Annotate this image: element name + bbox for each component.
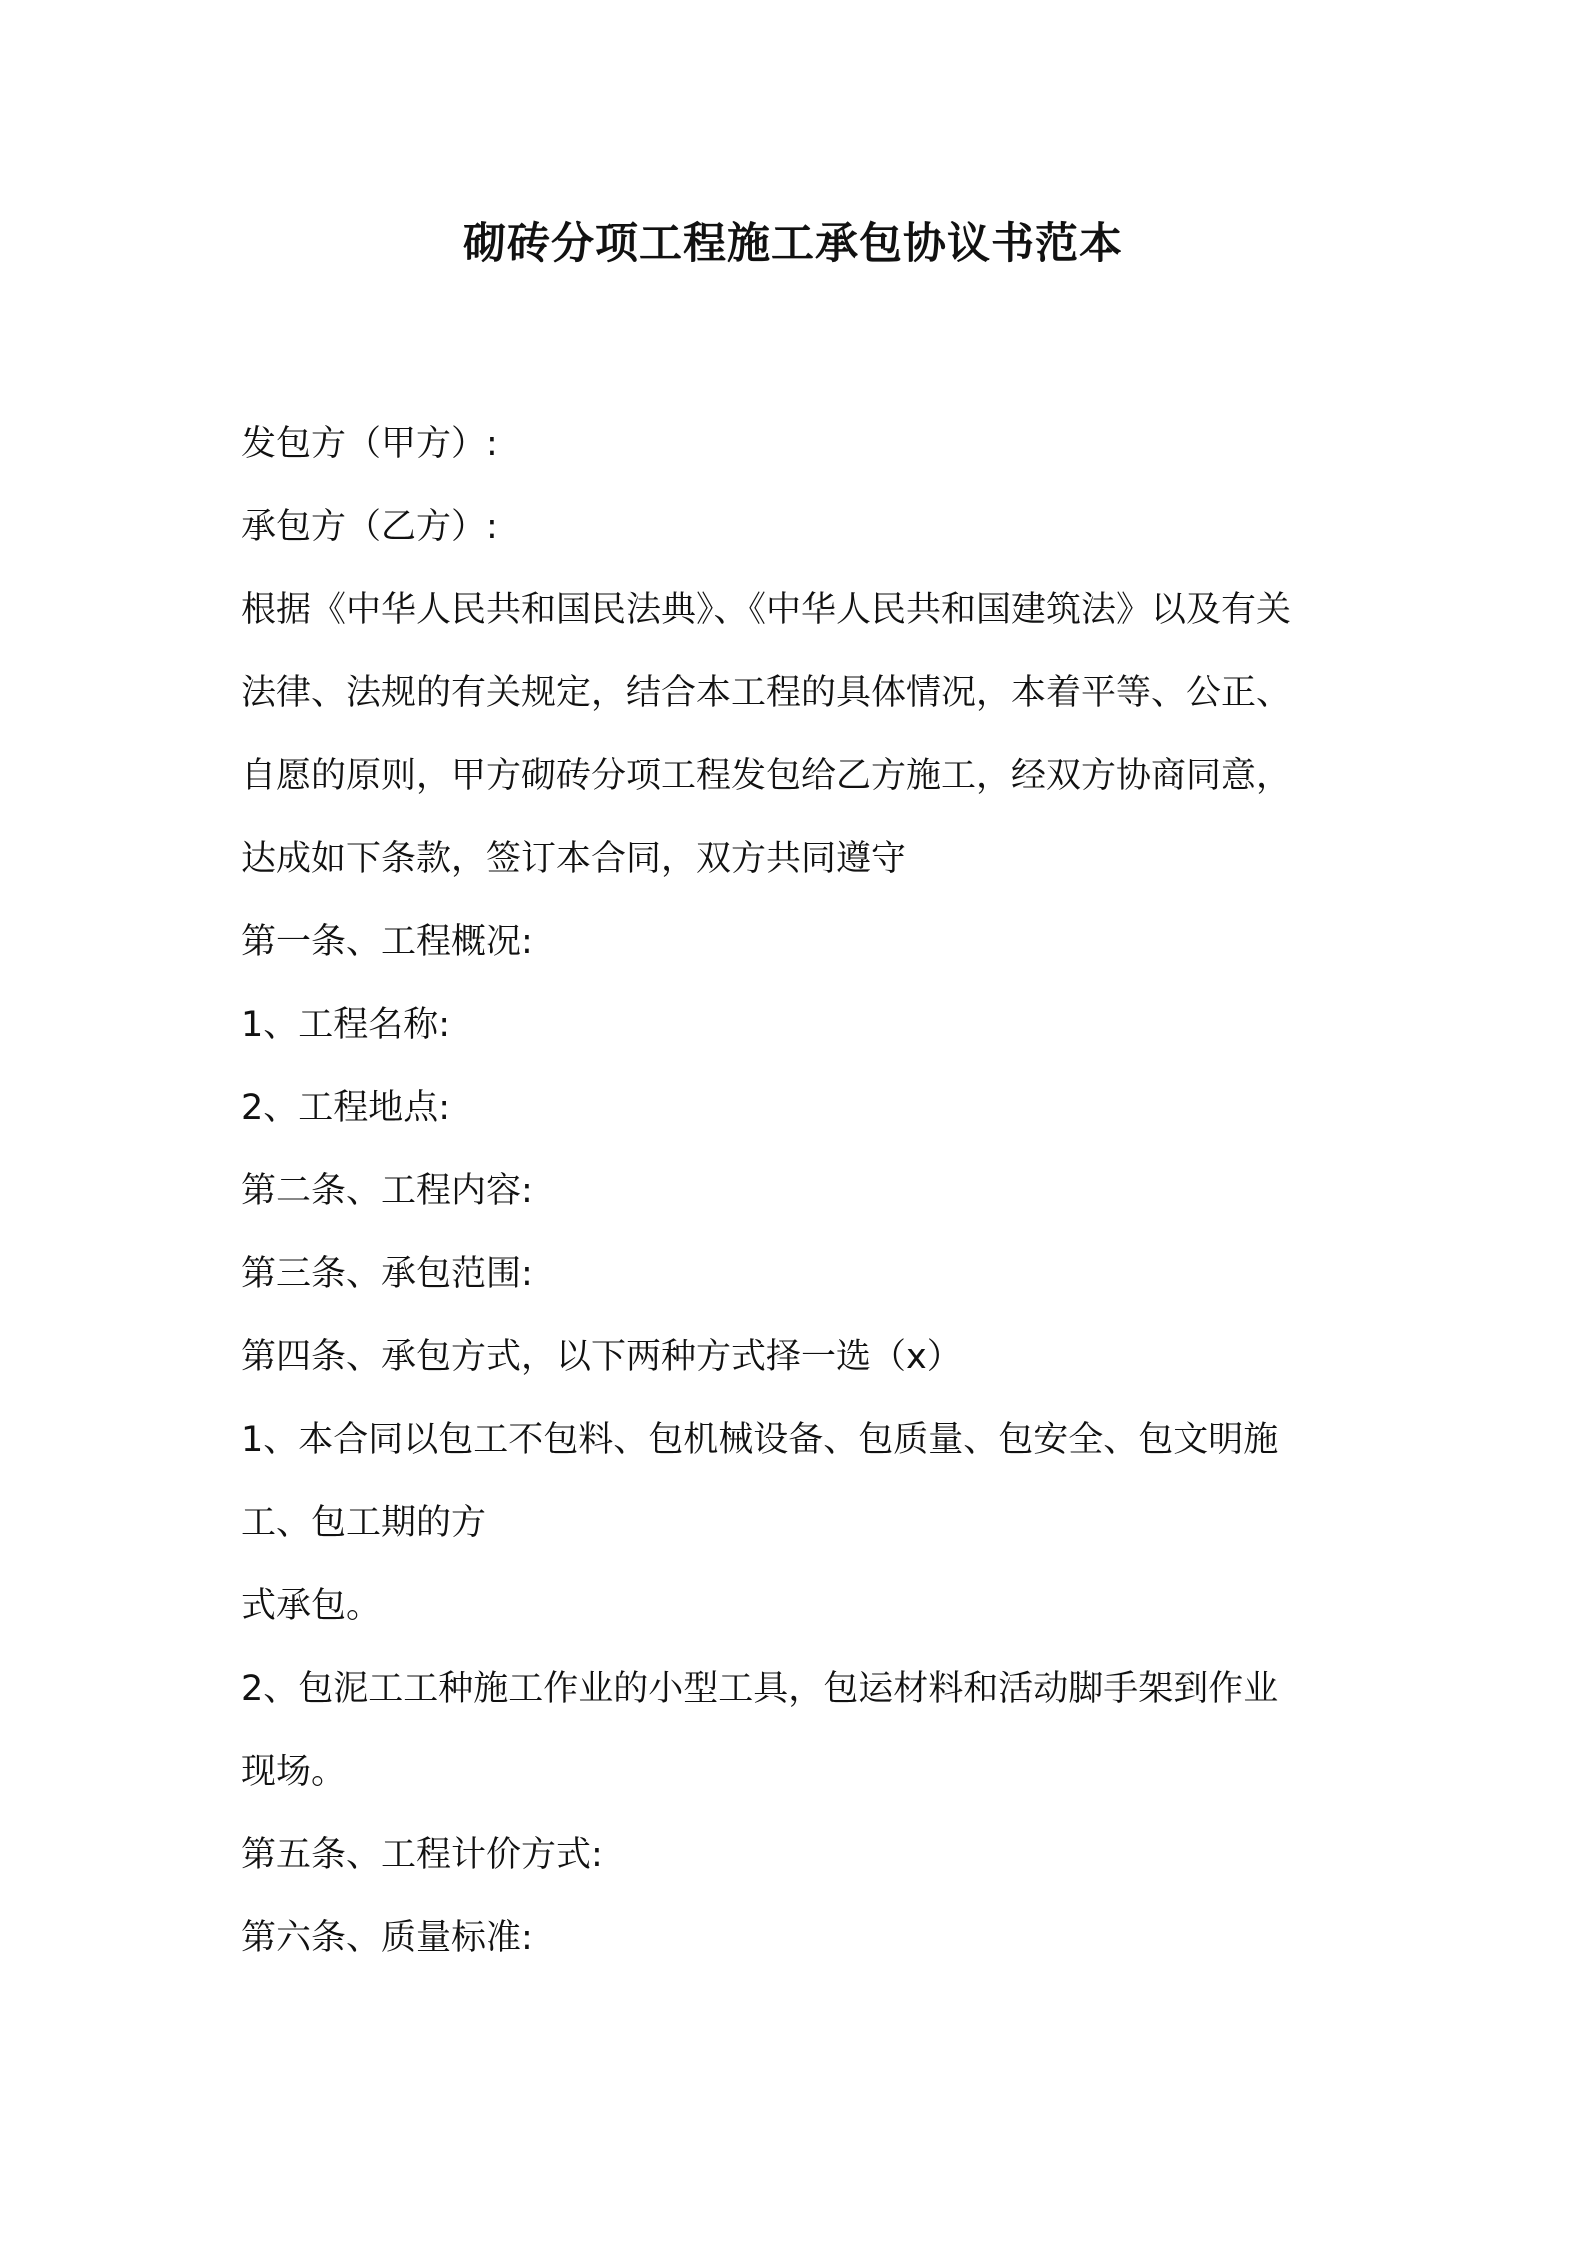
option-1-line: 工、包工期的方 (241, 1503, 487, 1543)
article-3-heading: 第三条、承包范围: (241, 1254, 533, 1294)
preamble-line: 根据《中华人民共和国民法典》、《中华人民共和国建筑法》以及有关 (241, 590, 1292, 630)
document-title: 砌砖分项工程施工承包协议书范本 (463, 219, 1123, 269)
article-2-heading: 第二条、工程内容: (241, 1171, 533, 1211)
preamble-line: 法律、法规的有关规定，结合本工程的具体情况，本着平等、公正、 (241, 673, 1292, 713)
preamble-line: 达成如下条款，签订本合同，双方共同遵守 (241, 839, 907, 879)
project-name-line: 1、工程名称: (241, 1005, 451, 1045)
document-body (241, 403, 1356, 1980)
option-2-line: 2、包泥工工种施工作业的小型工具，包运材料和活动脚手架到作业 (241, 1669, 1279, 1709)
party-a-line: 发包方（甲方）: (241, 424, 498, 464)
preamble-line: 自愿的原则，甲方砌砖分项工程发包给乙方施工，经双方协商同意， (241, 756, 1292, 796)
option-2-line: 现场。 (241, 1752, 347, 1792)
project-location-line: 2、工程地点: (241, 1088, 451, 1128)
article-4-heading: 第四条、承包方式，以下两种方式择一选（x） (241, 1337, 962, 1377)
party-b-line: 承包方（乙方）: (241, 507, 498, 547)
article-1-heading: 第一条、工程概况: (241, 922, 533, 962)
option-1-line: 式承包。 (241, 1586, 382, 1626)
option-1-line: 1、本合同以包工不包料、包机械设备、包质量、包安全、包文明施 (241, 1420, 1279, 1460)
article-6-heading: 第六条、质量标准: (241, 1918, 533, 1958)
article-5-heading: 第五条、工程计价方式: (241, 1835, 603, 1875)
